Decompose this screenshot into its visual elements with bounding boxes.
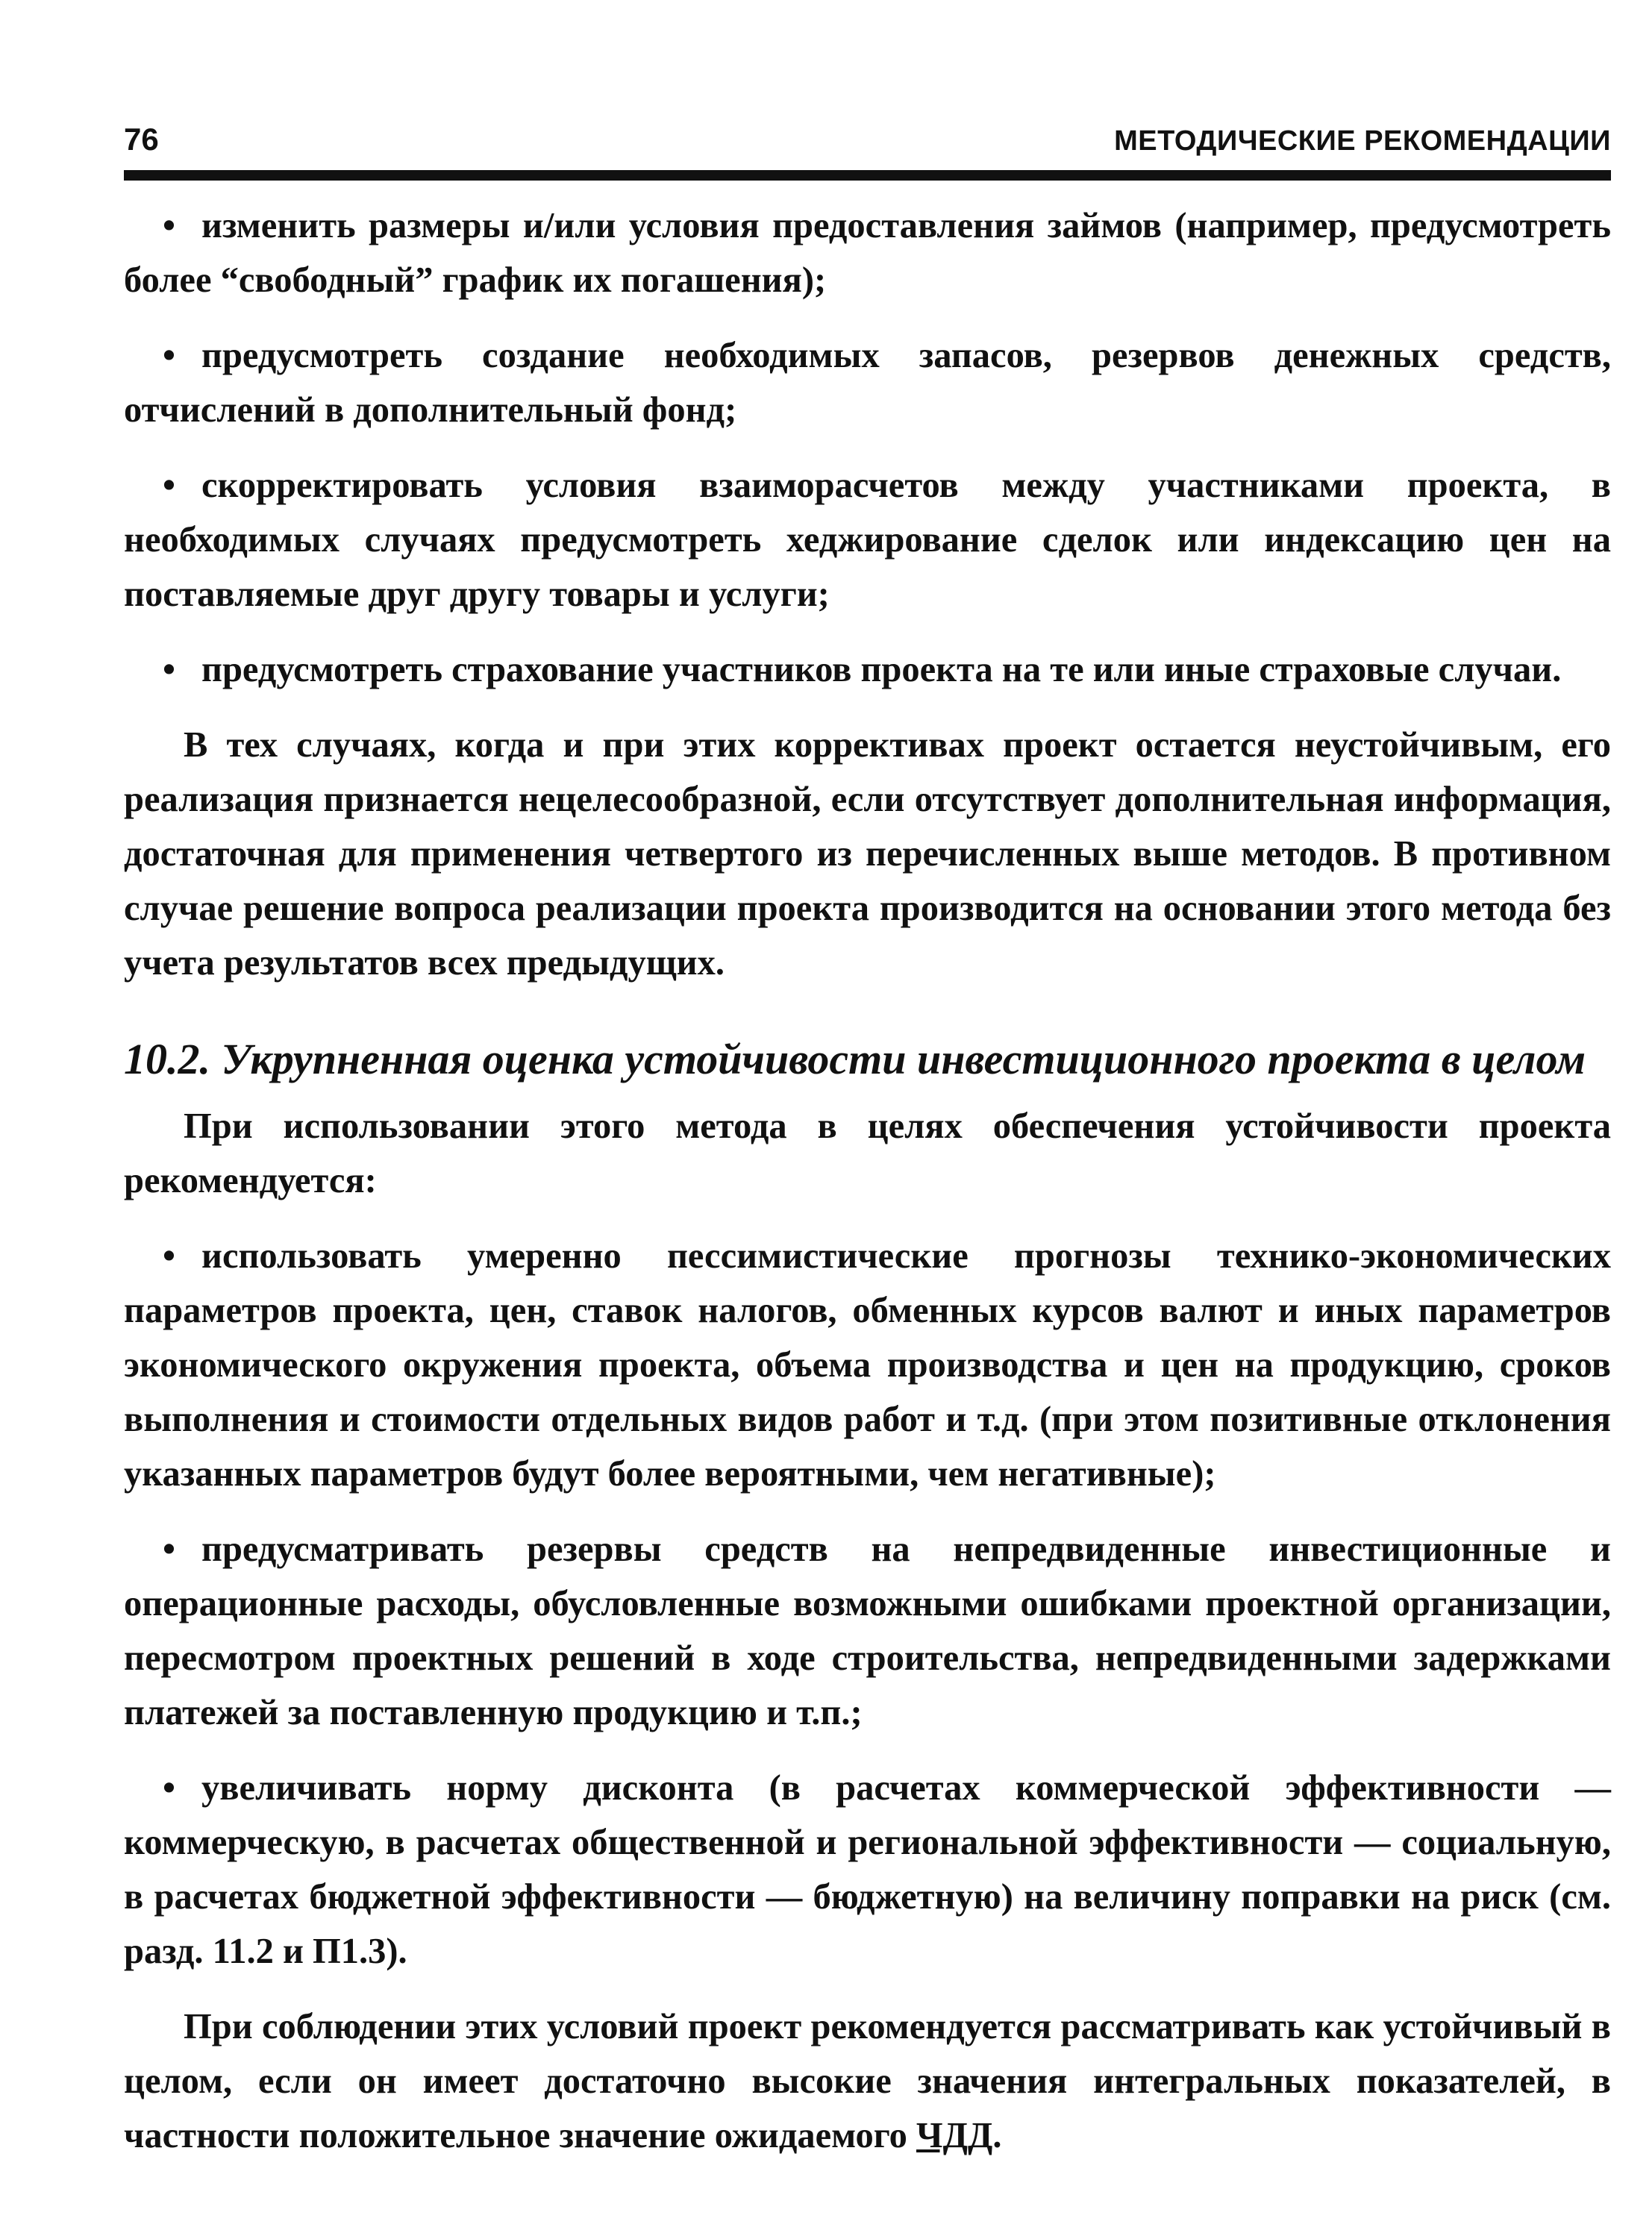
paragraph-text-end: . [992,2116,1002,2155]
list-item [124,458,1611,621]
document-page [124,119,1611,2184]
list-item [124,1522,1611,1740]
page-header [124,119,1611,170]
list-item-text-end: (см. разд. 11.2 и П1.3). [124,1877,1612,1971]
bullet-icon: • [163,336,175,375]
list-item [124,328,1611,437]
bullet-icon: • [163,1236,175,1276]
bullet-icon: • [163,1768,175,1808]
list-item-text: использовать умеренно пессимистические прогнозы технико-экономических параметров проекта, цен, ставок налогов, обменных курсов валют и иных параметров экономического окружения проекта, объема производства и цен на продукцию, сроков выполнения и стоимости отдельных видов работ и т.д. (при этом позитивные отклонения указанных параметров будут более вероятными, чем негативные); [124,1236,1611,1494]
list-item-text: предусмотреть страхование участников проекта на те или иные страховые случаи. [201,650,1562,689]
running-head: МЕТОДИЧЕСКИЕ РЕКОМЕНДАЦИИ [1114,125,1611,157]
paragraph: В тех случаях, когда и при этих коррективах проект остается неустойчивым, его реализация признается нецелесообразной, если отсутствует дополнительная информация, достаточная для применения четвертого из перечисленных выше методов. В противном случае решение вопроса реализации проекта производится на основании этого метода без учета результатов всех предыдущих. [124,725,1611,983]
section-title: 10.2. Укрупненная оценка устойчивости инвестиционного проекта в целом [124,1035,1586,1083]
list-item [124,1229,1611,1501]
underlined-term: ЧДД [916,2116,993,2155]
page-number: 76 [124,122,159,157]
header-rule [124,170,1611,181]
page-content [124,198,1611,2163]
emphasis-term: поправки на риск [1241,1877,1539,1917]
bullet-icon: • [163,650,175,689]
bullet-icon: • [163,466,175,505]
list-item [124,1761,1611,1979]
paragraph [124,1999,1611,2163]
list-item-text: увеличивать норму дисконта (в расчетах коммерческой эффективности — коммерческую, в расчетах общественной и региональной эффективности — социальную, в расчетах бюджетной эффективности — бюджетную) на величину [124,1768,1611,1917]
list-item-text: изменить размеры и/или условия предоставления займов (например, предусмотреть более “свободный” график их погашения); [124,206,1611,300]
section-intro: При использовании этого метода в целях обеспечения устойчивости проекта рекомендуется: [124,1106,1611,1200]
paragraph-text: При соблюдении этих условий проект рекомендуется рассматривать как устойчивый в целом, если он имеет достаточно высокие значения интегральных показателей, в частности положительное значение ожидаемого [124,2007,1611,2155]
bullet-icon: • [163,1529,175,1569]
list-item-text: предусмотреть создание необходимых запасов, резервов денежных средств, отчислений в дополнительный фонд; [124,336,1611,430]
list-item-text: предусматривать резервы средств на непредвиденные инвестиционные и операционные расходы, обусловленные возможными ошибками проектной организации, пересмотром проектных решений в ходе строительства, непредвиденными задержками платежей за поставленную продукцию и т.п.; [124,1529,1611,1732]
list-item-text: скорректировать условия взаиморасчетов между участниками проекта, в необходимых случаях предусмотреть хеджирование сделок или индексацию цен на поставляемые друг другу товары и услуги; [124,466,1611,614]
list-item [124,642,1611,697]
list-item [124,198,1611,307]
bullet-icon: • [163,206,175,245]
